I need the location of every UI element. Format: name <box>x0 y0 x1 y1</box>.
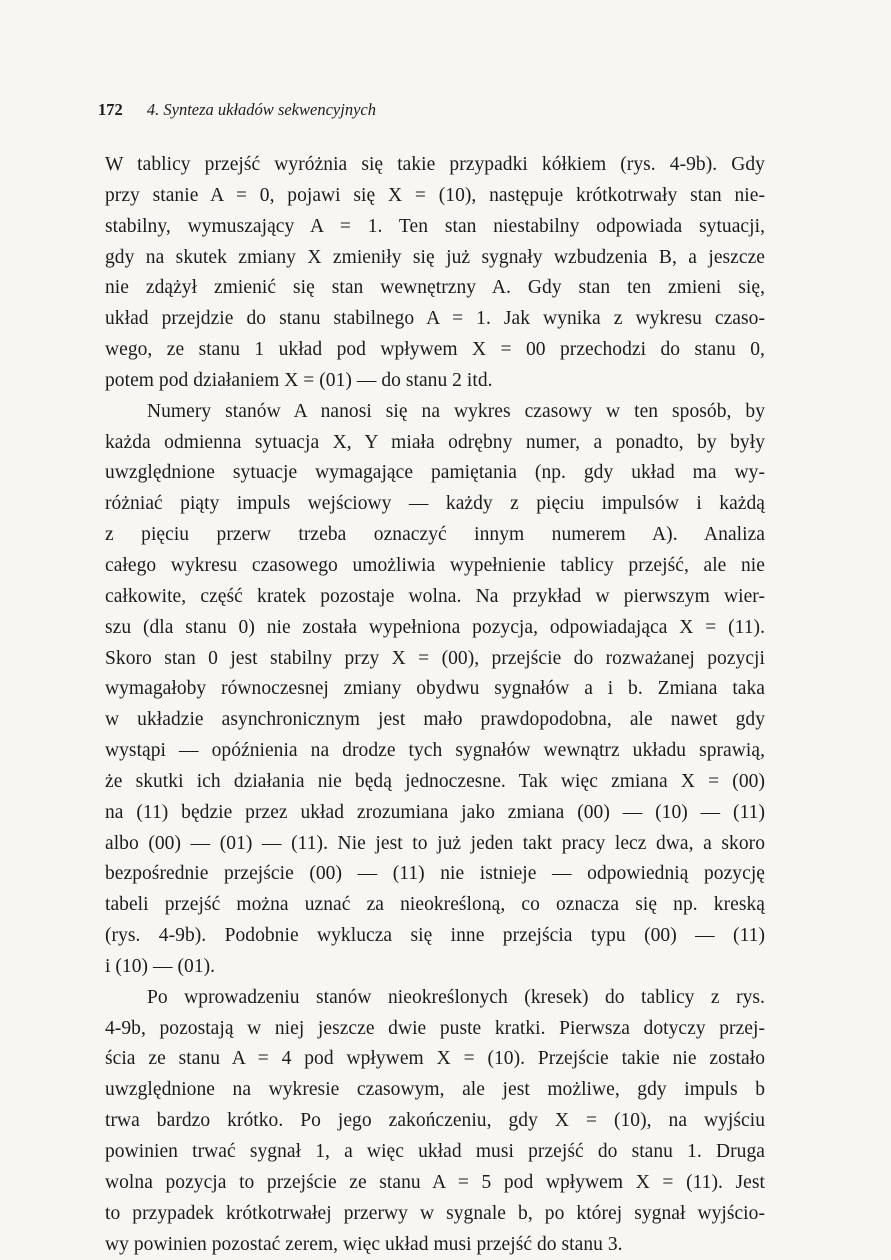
text-line: w układzie asynchronicznym jest mało prawdopodobna, ale nawet gdy <box>105 709 765 731</box>
text-line: Po wprowadzeniu stanów nieokreślonych (kresek) do tablicy z rys. <box>147 986 765 1008</box>
text-line: potem pod działaniem X = (01) — do stanu 2 itd. <box>105 369 493 391</box>
text-line: uwzględnione sytuacje wymagające pamiętania (np. gdy układ ma wy- <box>105 462 765 484</box>
text-line: całego wykresu czasowego umożliwia wypełnienie tablicy przejść, ale nie <box>105 554 765 576</box>
text-line: wolna pozycja to przejście ze stanu A = 5 pod wpływem X = (11). Jest <box>105 1171 765 1193</box>
page-header <box>98 100 376 120</box>
text-line: przy stanie A = 0, pojawi się X = (10), następuje krótkotrwały stan nie- <box>105 184 765 206</box>
body-text <box>105 150 765 1260</box>
text-line: (rys. 4-9b). Podobnie wyklucza się inne przejścia typu (00) — (11) <box>105 925 765 947</box>
text-line: tabeli przejść można uznać za nieokreśloną, co oznacza się np. kreską <box>105 894 765 916</box>
text-line: albo (00) — (01) — (11). Nie jest to już jeden takt pracy lecz dwa, a skoro <box>105 832 765 854</box>
text-line: każda odmienna sytuacja X, Y miała odrębny numer, a ponadto, by były <box>105 431 765 453</box>
text-line: na (11) będzie przez układ zrozumiana jako zmiana (00) — (10) — (11) <box>105 801 765 823</box>
text-line: całkowite, część kratek pozostaje wolna. Na przykład w pierwszym wier- <box>105 585 765 607</box>
text-line: Skoro stan 0 jest stabilny przy X = (00), przejście do rozważanej pozycji <box>105 647 765 669</box>
text-line: W tablicy przejść wyróżnia się takie przypadki kółkiem (rys. 4-9b). Gdy <box>105 154 765 175</box>
text-line: powinien trwać sygnał 1, a więc układ musi przejść do stanu 1. Druga <box>105 1141 765 1162</box>
text-line: szu (dla stanu 0) nie została wypełniona pozycja, odpowiadająca X = (11). <box>105 616 765 638</box>
text-line: różniać piąty impuls wejściowy — każdy z pięciu impulsów i każdą <box>105 493 765 515</box>
text-line: wy powinien pozostać zerem, więc układ musi przejść do stanu 3. <box>105 1233 623 1255</box>
text-line: nie zdążył zmienić się stan wewnętrzny A. Gdy stan ten zmieni się, <box>105 277 765 299</box>
text-line: trwa bardzo krótko. Po jego zakończeniu, gdy X = (10), na wyjściu <box>105 1110 765 1132</box>
text-line: Numery stanów A nanosi się na wykres czasowy w ten sposób, by <box>147 400 765 422</box>
text-line: wymagałoby równoczesnej zmiany obydwu sygnałów a i b. Zmiana taka <box>105 678 765 700</box>
text-line: to przypadek krótkotrwałej przerwy w sygnale b, po której sygnał wyjścio- <box>105 1202 765 1224</box>
text-line: wego, ze stanu 1 układ pod wpływem X = 00 przechodzi do stanu 0, <box>105 339 765 361</box>
text-line: 4-9b, pozostają w niej jeszcze dwie puste kratki. Pierwsza dotyczy przej- <box>105 1017 765 1039</box>
text-line: uwzględnione na wykresie czasowym, ale jest możliwe, gdy impuls b <box>105 1079 765 1101</box>
text-line: z pięciu przerw trzeba oznaczyć innym numerem A). Analiza <box>105 524 765 546</box>
text-line: wystąpi — opóźnienia na drodze tych sygnałów wewnątrz układu sprawią, <box>105 740 765 762</box>
text-line: stabilny, wymuszający A = 1. Ten stan niestabilny odpowiada sytuacji, <box>105 215 765 237</box>
text-line: układ przejdzie do stanu stabilnego A = 1. Jak wynika z wykresu czaso- <box>105 308 765 330</box>
text-line: gdy na skutek zmiany X zmieniły się już sygnały wzbudzenia B, a jeszcze <box>105 246 765 268</box>
text-line: że skutki ich działania nie będą jednoczesne. Tak więc zmiana X = (00) <box>105 770 765 792</box>
text-line: bezpośrednie przejście (00) — (11) nie istnieje — odpowiednią pozycję <box>105 863 765 885</box>
running-title: 4. Synteza układów sekwencyjnych <box>146 100 376 119</box>
text-line: i (10) — (01). <box>105 955 216 977</box>
text-line: ścia ze stanu A = 4 pod wpływem X = (10). Przejście takie nie zostało <box>105 1048 765 1070</box>
page-number: 172 <box>98 100 123 119</box>
